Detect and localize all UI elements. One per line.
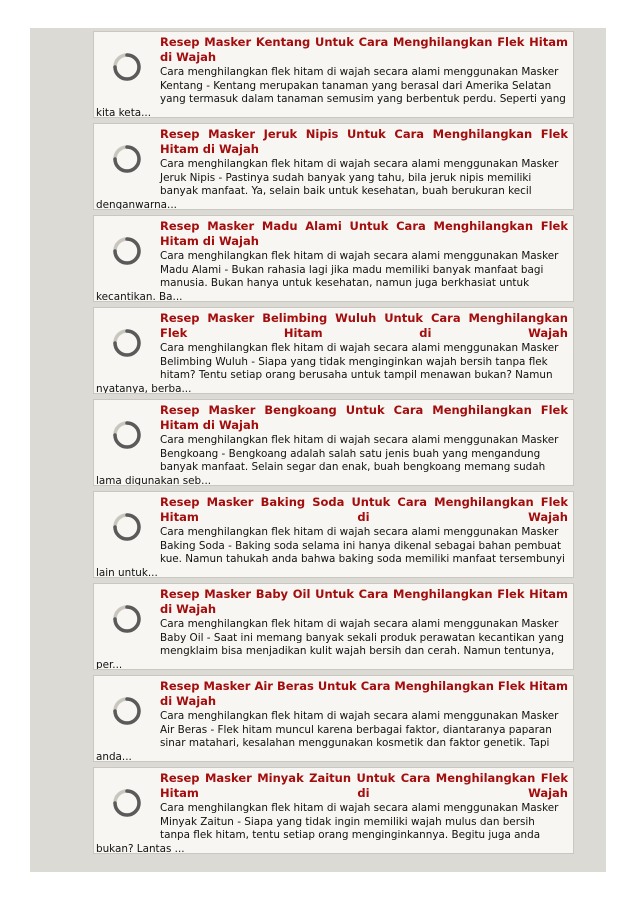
article-description: Cara menghilangkan flek hitam di wajah secara alami menggunakan Masker Bengkoang - Bengkoang adalah salah satu jenis buah yang mengandung banyak manfaat. Selain segar dan enak, buah bengkoang memang sudah lama digunakan seb...	[96, 434, 559, 486]
article-description: Cara menghilangkan flek hitam di wajah secara alami menggunakan Masker Jeruk Nipis - Pastinya sudah banyak yang tahu, bila jeruk nipis memiliki banyak manfaat. Ya, selain baik untuk kesehatan, buah berukuran kecil denganwarna...	[96, 158, 559, 210]
article-description: Cara menghilangkan flek hitam di wajah secara alami menggunakan Masker Kentang - Kentang merupakan tanaman yang berasal dari Amerika Selatan yang termasuk dalam tanaman semusim yang berbentuk perdu. Seperti yang kita keta...	[96, 66, 566, 118]
article-description: Cara menghilangkan flek hitam di wajah secara alami menggunakan Masker Air Beras - Flek hitam muncul karena berbagai faktor, diantaranya paparan sinar matahari, kesalahan menggunakan kosmetik dan faktor genetik. Tapi anda...	[96, 710, 559, 762]
article-card[interactable]	[93, 583, 574, 670]
article-list	[93, 31, 574, 859]
article-card[interactable]	[93, 215, 574, 302]
article-description: Cara menghilangkan flek hitam di wajah secara alami menggunakan Masker Madu Alami - Bukan rahasia lagi jika madu memiliki banyak manfaat bagi manusia. Bukan hanya untuk kesehatan, namun juga berkhasiat untuk kecantikan. Ba...	[96, 250, 559, 302]
article-title[interactable]: Resep Masker Madu Alami Untuk Cara Menghilangkan Flek Hitam di Wajah	[160, 219, 568, 248]
article-card[interactable]	[93, 491, 574, 578]
article-card[interactable]	[93, 31, 574, 118]
article-card[interactable]	[93, 399, 574, 486]
article-description: Cara menghilangkan flek hitam di wajah secara alami menggunakan Masker Minyak Zaitun - Siapa yang tidak ingin memiliki wajah mulus dan bersih tanpa flek hitam, tentu setiap orang menginginkannya. Begitu juga anda bukan? Lantas ...	[96, 802, 559, 854]
article-title[interactable]: Resep Masker Baby Oil Untuk Cara Menghilangkan Flek Hitam di Wajah	[160, 587, 568, 616]
article-description: Cara menghilangkan flek hitam di wajah secara alami menggunakan Masker Baby Oil - Saat ini memang banyak sekali produk perawatan kecantikan yang mengklaim bisa menjadikan kulit wajah bersih dan cerah. Namun tentunya, per...	[96, 618, 564, 670]
article-card[interactable]	[93, 307, 574, 394]
article-card[interactable]	[93, 123, 574, 210]
article-title[interactable]: Resep Masker Kentang Untuk Cara Menghilangkan Flek Hitam di Wajah	[160, 35, 568, 64]
article-title[interactable]: Resep Masker Jeruk Nipis Untuk Cara Menghilangkan Flek Hitam di Wajah	[160, 127, 568, 156]
article-description: Cara menghilangkan flek hitam di wajah secara alami menggunakan Masker Baking Soda - Baking soda selama ini hanya dikenal sebagai bahan pembuat kue. Namun tahukah anda bahwa baking soda memiliki manfaat tersembunyi lain untuk...	[96, 526, 565, 578]
article-title[interactable]: Resep Masker Belimbing Wuluh Untuk Cara Menghilangkan Flek Hitam di Wajah	[160, 311, 568, 340]
article-title[interactable]: Resep Masker Baking Soda Untuk Cara Menghilangkan Flek Hitam di Wajah	[160, 495, 568, 524]
article-card[interactable]	[93, 675, 574, 762]
article-title[interactable]: Resep Masker Minyak Zaitun Untuk Cara Menghilangkan Flek Hitam di Wajah	[160, 771, 568, 800]
document-page	[30, 28, 606, 872]
article-description: Cara menghilangkan flek hitam di wajah secara alami menggunakan Masker Belimbing Wuluh - Siapa yang tidak menginginkan wajah bersih tanpa flek hitam? Tentu setiap orang berusaha untuk tampil menawan bukan? Namun nyatanya, berba...	[96, 342, 559, 394]
article-title[interactable]: Resep Masker Bengkoang Untuk Cara Menghilangkan Flek Hitam di Wajah	[160, 403, 568, 432]
article-card[interactable]	[93, 767, 574, 854]
article-title[interactable]: Resep Masker Air Beras Untuk Cara Menghilangkan Flek Hitam di Wajah	[160, 679, 568, 708]
